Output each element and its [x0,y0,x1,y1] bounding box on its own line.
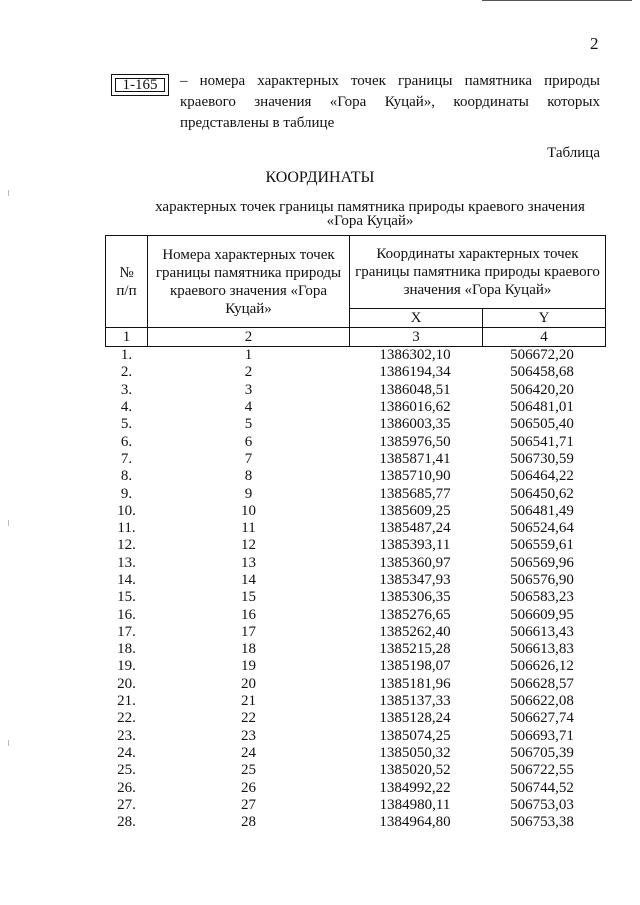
point-number: 20 [241,675,256,692]
point-number: 8 [244,468,253,485]
row-index: 9. [120,485,133,502]
coord-x: 1384992,22 [379,779,451,796]
coord-y: 506627,74 [510,710,574,727]
row-index: 10. [117,502,136,519]
coord-x: 1385710,90 [379,468,451,485]
legend-symbol-box: 1-165 [111,74,169,96]
coord-y: 506524,64 [510,520,574,537]
row-index: 1. [120,347,133,364]
row-index: 11. [117,520,136,537]
coord-x: 1385306,35 [379,589,451,606]
row-index: 19. [117,658,136,675]
legend-description: – номера характерных точек границы памятника природы краевого значения «Гора Куцай», координаты которых представлены в таблице [180,73,600,131]
table-row [105,606,603,623]
coord-x: 1384980,11 [379,796,451,813]
coord-y: 506705,39 [510,744,574,761]
row-index: 23. [117,727,136,744]
row-index: 12. [117,537,136,554]
table-row [105,364,603,381]
table-row [105,451,603,468]
point-number: 27 [241,796,256,813]
coord-x: 1385609,25 [379,502,451,519]
coord-y: 506626,12 [510,658,574,675]
header-colnum-1: 1 [106,328,148,347]
point-number: 16 [241,606,256,623]
row-index: 2. [120,364,133,381]
coord-x: 1384964,80 [379,814,451,831]
point-number: 2 [244,364,253,381]
table-label: Таблица [547,145,600,161]
coord-y: 506559,61 [510,537,574,554]
coord-y: 506628,57 [510,675,574,692]
table-row [105,693,603,710]
coord-y: 506583,23 [510,589,574,606]
point-number: 9 [244,485,253,502]
coord-x: 1385198,07 [379,658,451,675]
point-number: 15 [241,589,256,606]
coord-y: 506613,83 [510,641,574,658]
row-index: 13. [117,554,136,571]
row-index: 7. [120,450,133,467]
coord-y: 506505,40 [510,416,574,433]
document-title: КООРДИНАТЫ [265,169,375,186]
coord-x: 1385181,96 [379,675,451,692]
table-row [105,797,603,814]
header-coordinates: Координаты характерных точек границы памятника природы краевого значения «Гора Куцай» [350,236,606,309]
table-row [105,520,603,537]
row-index: 25. [117,762,136,779]
table-row [105,658,603,675]
row-index: 28. [117,814,136,831]
coordinates-table-body [105,347,603,831]
coord-y: 506420,20 [510,381,574,398]
coord-x: 1385976,50 [379,433,451,450]
coord-y: 506722,55 [510,762,574,779]
table-row [105,728,603,745]
row-index: 15. [117,589,136,606]
coord-y: 506730,59 [510,450,574,467]
top-rule [482,0,632,1]
coord-x: 1385347,93 [379,572,451,588]
point-number: 6 [244,433,253,450]
header-point-number: Номера характерных точек границы памятника природы краевого значения «Гора Куцай» [148,236,350,328]
point-number: 10 [241,502,256,519]
coord-x: 1386016,62 [379,399,451,416]
point-number: 12 [241,537,256,554]
row-index: 21. [117,693,136,710]
table-row [105,641,603,658]
coord-x: 1385487,24 [379,520,451,537]
table-row [105,710,603,727]
table-row [105,433,603,450]
coord-x: 1385262,40 [379,623,451,640]
coord-y: 506481,49 [510,502,574,519]
coord-y: 506464,22 [510,468,574,485]
coord-y: 506458,68 [510,364,574,381]
coord-y: 506569,96 [510,554,574,571]
coord-y: 506672,20 [510,347,574,364]
point-number: 17 [241,623,256,640]
table-row [105,745,603,762]
row-index: 4. [120,399,133,416]
table-row [105,779,603,796]
point-number: 3 [244,381,253,398]
margin-mark [8,190,9,196]
table-row [105,485,603,502]
coord-y: 506753,38 [510,814,574,831]
coord-y: 506576,90 [510,572,574,588]
coord-x: 1385871,41 [379,450,451,467]
point-number: 22 [241,710,256,727]
table-row [105,382,603,399]
header-colnum-3: 3 [350,328,483,347]
table-row [105,399,603,416]
header-index: № п/п [106,236,148,328]
coord-x: 1385050,32 [379,744,451,761]
coord-y: 506693,71 [510,727,574,744]
table-row [105,572,603,589]
coord-x: 1386048,51 [379,381,451,398]
point-number: 13 [241,554,256,571]
table-row [105,503,603,520]
row-index: 27. [117,796,136,813]
point-number: 11 [241,520,256,537]
document-subtitle [140,200,600,228]
point-number: 19 [241,658,256,675]
table-row [105,416,603,433]
subtitle-line-1: характерных точек границы памятника природы краевого значения [155,199,585,215]
coord-x: 1385276,65 [379,606,451,623]
coord-y: 506753,03 [510,796,574,813]
row-index: 6. [120,433,133,450]
row-index: 20. [117,675,136,692]
table-row [105,624,603,641]
coord-x: 1386194,34 [379,364,451,381]
coord-y: 506609,95 [510,606,574,623]
margin-mark [8,740,9,746]
header-y: Y [483,309,606,328]
coord-x: 1385215,28 [379,641,451,658]
table-row [105,814,603,831]
point-number: 4 [244,399,253,416]
header-x: X [350,309,483,328]
row-index: 16. [117,606,136,623]
row-index: 3. [120,381,133,398]
coord-y: 506744,52 [510,779,574,796]
coord-y: 506541,71 [510,433,574,450]
coord-y: 506450,62 [510,485,574,502]
coord-x: 1385360,97 [379,554,451,571]
point-number: 18 [241,641,256,658]
coord-x: 1385393,11 [379,537,451,554]
point-number: 28 [241,814,256,831]
coord-x: 1386302,10 [379,347,451,364]
coord-x: 1385020,52 [379,762,451,779]
coord-x: 1385128,24 [379,710,451,727]
table-row [105,762,603,779]
point-number: 5 [244,416,253,433]
subtitle-line-2: «Гора Куцай» [326,213,414,229]
row-index: 24. [117,744,136,761]
table-row [105,555,603,572]
point-number: 26 [241,779,256,796]
table-row [105,676,603,693]
coord-x: 1386003,35 [379,416,451,433]
point-number: 1 [244,347,253,364]
point-number: 23 [241,727,256,744]
point-number: 21 [241,693,256,710]
coord-y: 506622,08 [510,693,574,710]
point-number: 14 [241,572,256,588]
point-number: 24 [241,744,256,761]
point-number: 25 [241,762,256,779]
margin-mark [8,520,9,526]
point-number: 7 [244,450,253,467]
row-index: 26. [117,779,136,796]
row-index: 5. [120,416,133,433]
row-index: 18. [117,641,136,658]
table-row [105,589,603,606]
coord-x: 1385685,77 [379,485,451,502]
coord-x: 1385074,25 [379,727,451,744]
coord-x: 1385137,33 [379,693,451,710]
row-index: 14. [117,572,136,588]
table-row [105,537,603,554]
header-colnum-2: 2 [148,328,350,347]
row-index: 17. [117,623,136,640]
table-row [105,468,603,485]
row-index: 8. [120,468,133,485]
coordinates-table-header [105,235,606,347]
row-index: 22. [117,710,136,727]
table-row [105,347,603,364]
header-colnum-4: 4 [483,328,606,347]
page-number: 2 [590,34,599,53]
coord-y: 506613,43 [510,623,574,640]
coord-y: 506481,01 [510,399,574,416]
